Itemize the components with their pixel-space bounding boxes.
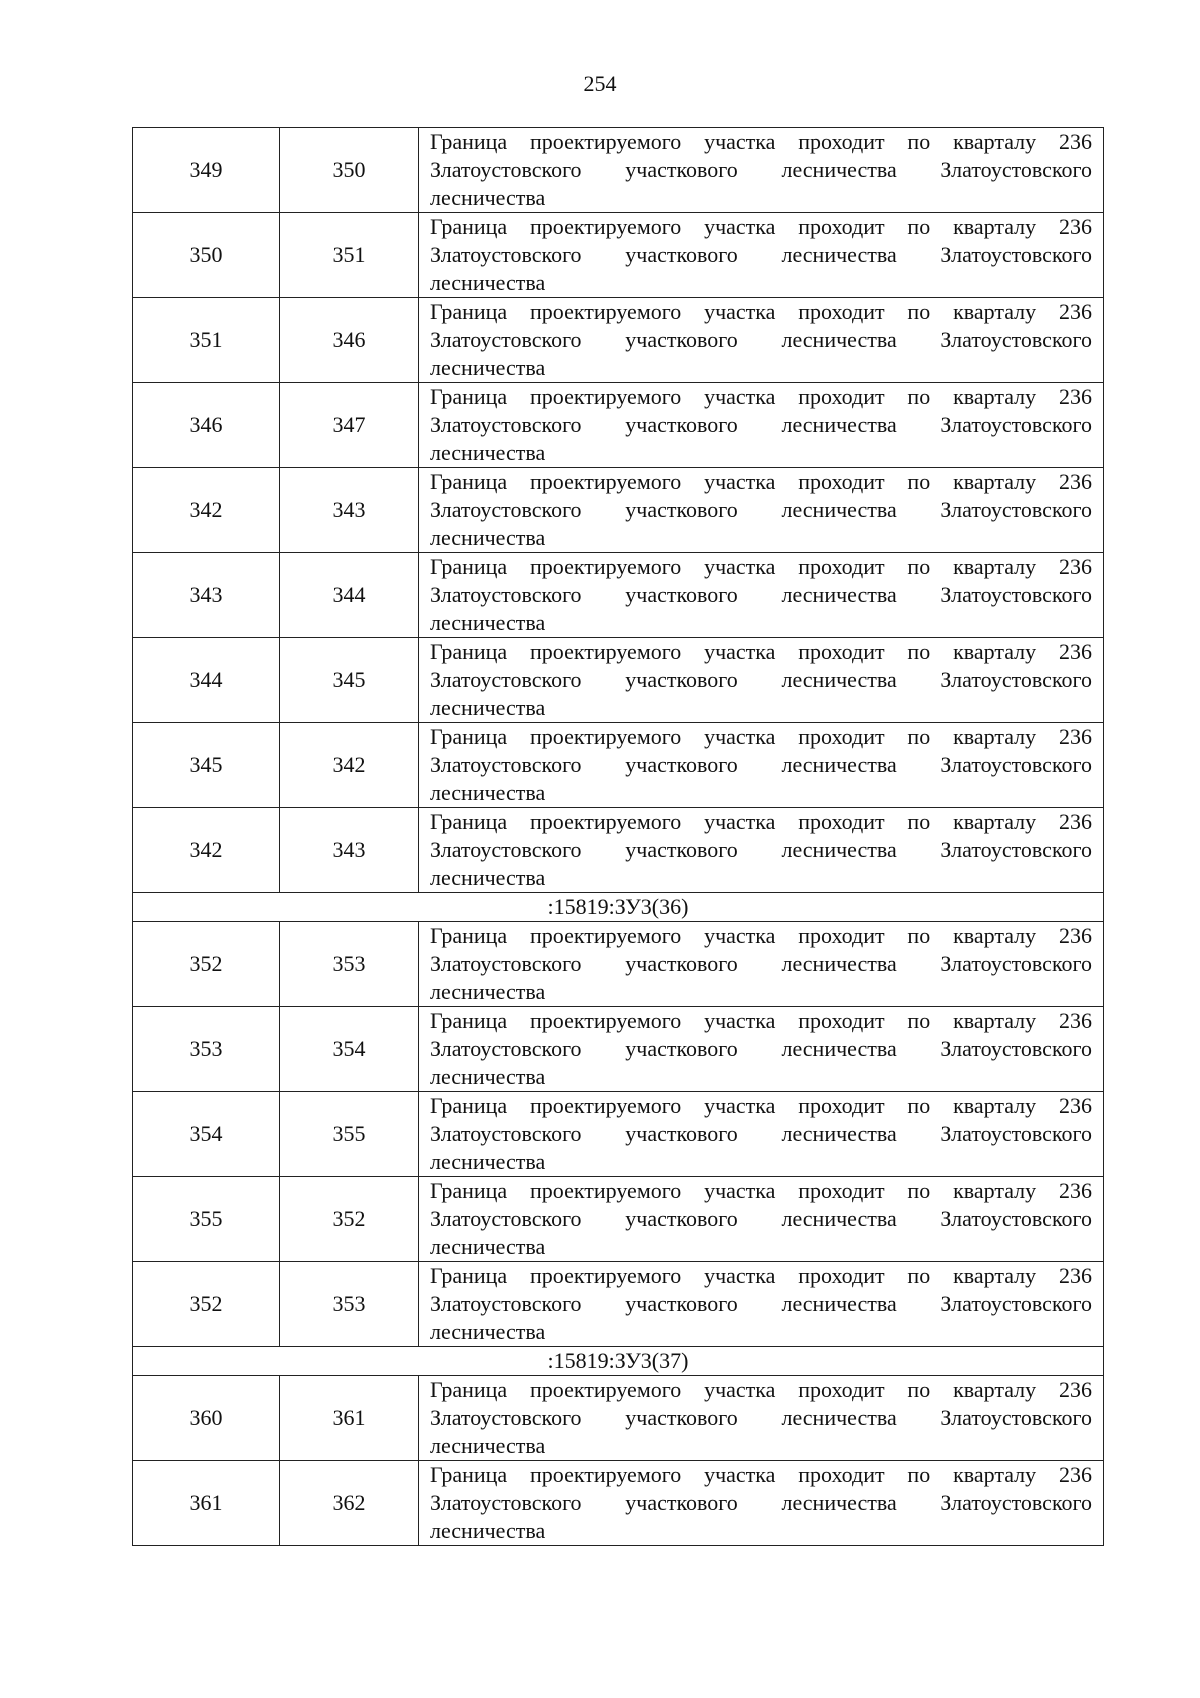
table-row	[133, 298, 1104, 383]
from-point-cell: 349	[133, 128, 280, 213]
to-point-cell: 342	[280, 723, 419, 808]
table-row	[133, 213, 1104, 298]
to-point-cell: 352	[280, 1177, 419, 1262]
description-cell: Граница проектируемого участка проходит по кварталу 236 Златоустовского участкового лесничества Златоустовского лесничества	[419, 1376, 1104, 1461]
section-heading: :15819:ЗУ3(36)	[133, 893, 1104, 922]
from-point-cell: 350	[133, 213, 280, 298]
from-point-cell: 354	[133, 1092, 280, 1177]
description-cell: Граница проектируемого участка проходит по кварталу 236 Златоустовского участкового лесничества Златоустовского лесничества	[419, 128, 1104, 213]
description-cell: Граница проектируемого участка проходит по кварталу 236 Златоустовского участкового лесничества Златоустовского лесничества	[419, 213, 1104, 298]
to-point-cell: 347	[280, 383, 419, 468]
table-row	[133, 638, 1104, 723]
description-cell: Граница проектируемого участка проходит по кварталу 236 Златоустовского участкового лесничества Златоустовского лесничества	[419, 553, 1104, 638]
description-cell: Граница проектируемого участка проходит по кварталу 236 Златоустовского участкового лесничества Златоустовского лесничества	[419, 1461, 1104, 1546]
from-point-cell: 345	[133, 723, 280, 808]
from-point-cell: 344	[133, 638, 280, 723]
table-row	[133, 468, 1104, 553]
from-point-cell: 353	[133, 1007, 280, 1092]
from-point-cell: 352	[133, 922, 280, 1007]
to-point-cell: 353	[280, 922, 419, 1007]
to-point-cell: 350	[280, 128, 419, 213]
from-point-cell: 355	[133, 1177, 280, 1262]
from-point-cell: 342	[133, 808, 280, 893]
to-point-cell: 362	[280, 1461, 419, 1546]
description-cell: Граница проектируемого участка проходит по кварталу 236 Златоустовского участкового лесничества Златоустовского лесничества	[419, 922, 1104, 1007]
from-point-cell: 346	[133, 383, 280, 468]
table-row	[133, 1177, 1104, 1262]
description-cell: Граница проектируемого участка проходит по кварталу 236 Златоустовского участкового лесничества Златоустовского лесничества	[419, 638, 1104, 723]
to-point-cell: 346	[280, 298, 419, 383]
description-cell: Граница проектируемого участка проходит по кварталу 236 Златоустовского участкового лесничества Златоустовского лесничества	[419, 1007, 1104, 1092]
from-point-cell: 352	[133, 1262, 280, 1347]
to-point-cell: 345	[280, 638, 419, 723]
table-row	[133, 1461, 1104, 1546]
table-body	[133, 128, 1104, 1546]
description-cell: Граница проектируемого участка проходит по кварталу 236 Златоустовского участкового лесничества Златоустовского лесничества	[419, 808, 1104, 893]
table-row	[133, 1262, 1104, 1347]
description-cell: Граница проектируемого участка проходит по кварталу 236 Златоустовского участкового лесничества Златоустовского лесничества	[419, 1262, 1104, 1347]
section-row	[133, 1347, 1104, 1376]
description-cell: Граница проектируемого участка проходит по кварталу 236 Златоустовского участкового лесничества Златоустовского лесничества	[419, 298, 1104, 383]
to-point-cell: 343	[280, 468, 419, 553]
description-cell: Граница проектируемого участка проходит по кварталу 236 Златоустовского участкового лесничества Златоустовского лесничества	[419, 1092, 1104, 1177]
from-point-cell: 360	[133, 1376, 280, 1461]
to-point-cell: 361	[280, 1376, 419, 1461]
to-point-cell: 343	[280, 808, 419, 893]
table-row	[133, 1007, 1104, 1092]
table-row	[133, 808, 1104, 893]
table-row	[133, 723, 1104, 808]
description-cell: Граница проектируемого участка проходит по кварталу 236 Златоустовского участкового лесничества Златоустовского лесничества	[419, 468, 1104, 553]
boundary-table	[132, 127, 1104, 1546]
to-point-cell: 354	[280, 1007, 419, 1092]
page-number: 254	[583, 71, 617, 96]
table-row	[133, 128, 1104, 213]
table-row	[133, 553, 1104, 638]
table-row	[133, 383, 1104, 468]
description-cell: Граница проектируемого участка проходит по кварталу 236 Златоустовского участкового лесничества Златоустовского лесничества	[419, 723, 1104, 808]
section-row	[133, 893, 1104, 922]
from-point-cell: 351	[133, 298, 280, 383]
description-cell: Граница проектируемого участка проходит по кварталу 236 Златоустовского участкового лесничества Златоустовского лесничества	[419, 383, 1104, 468]
from-point-cell: 361	[133, 1461, 280, 1546]
section-heading: :15819:ЗУ3(37)	[133, 1347, 1104, 1376]
table-row	[133, 922, 1104, 1007]
to-point-cell: 344	[280, 553, 419, 638]
table-row	[133, 1092, 1104, 1177]
from-point-cell: 343	[133, 553, 280, 638]
table-row	[133, 1376, 1104, 1461]
to-point-cell: 355	[280, 1092, 419, 1177]
description-cell: Граница проектируемого участка проходит по кварталу 236 Златоустовского участкового лесничества Златоустовского лесничества	[419, 1177, 1104, 1262]
to-point-cell: 353	[280, 1262, 419, 1347]
from-point-cell: 342	[133, 468, 280, 553]
to-point-cell: 351	[280, 213, 419, 298]
